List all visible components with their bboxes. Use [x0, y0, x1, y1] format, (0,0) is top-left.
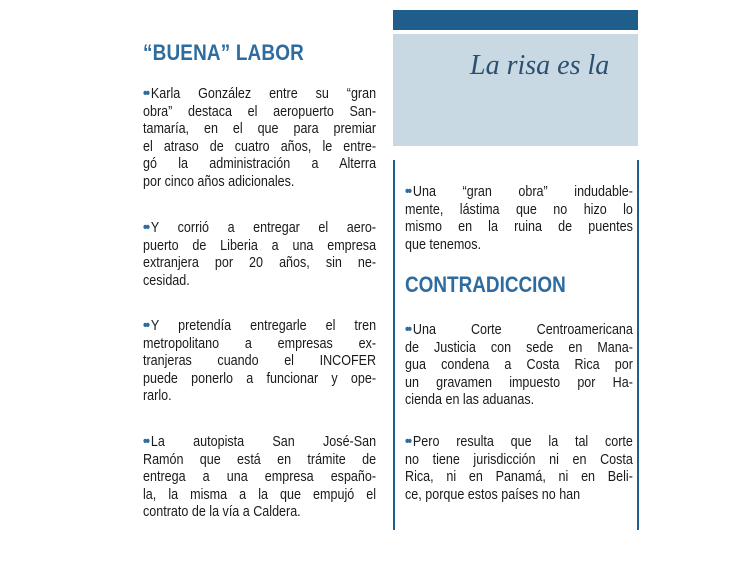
text-line: tamaría, en el que para premiar	[143, 121, 377, 138]
text-line: cienda en las aduanas.	[405, 392, 535, 409]
text-line: puede ponerlo a funcionar y ope-	[143, 370, 377, 387]
text-line: gua condena a Costa Rica por	[405, 357, 633, 374]
text-line: rarlo.	[143, 388, 172, 405]
text-line: tranjeras cuando el INCOFER	[143, 353, 377, 370]
text-line: ce, porque estos países no han	[405, 486, 581, 503]
right-tagline: La risa es la	[470, 50, 610, 81]
bullet-icon: ••	[405, 322, 411, 338]
bullet-icon: ••	[143, 86, 149, 102]
text-line: mente, lástima que no hizo lo	[405, 201, 633, 218]
text-line: gó la administración a Alterra	[143, 156, 377, 173]
right-paragraph-top	[405, 184, 633, 254]
left-heading: “BUENA” LABOR	[143, 40, 304, 65]
text-line: •• Una “gran obra” indudable-	[405, 184, 633, 200]
right-banner-box	[393, 22, 638, 146]
text-line: la, la misma a la que empujó el	[143, 486, 377, 503]
left-paragraph-1	[143, 86, 376, 192]
text-line: de Justicia con sede en Mana-	[405, 339, 633, 356]
text-line: contrato de la vía a Caldera.	[143, 504, 301, 521]
text-line: Ramón que está en trámite de	[143, 451, 377, 468]
text-line: •• Karla González entre su “gran	[143, 86, 377, 102]
text-line: que tenemos.	[405, 236, 482, 253]
bullet-icon: ••	[143, 318, 149, 334]
bullet-icon: ••	[143, 434, 149, 450]
text-line: el atraso de cuatro años, le entre-	[143, 138, 377, 155]
column-rule-left	[393, 160, 395, 530]
text-line: extranjera por 20 años, sin ne-	[143, 255, 377, 272]
bullet-icon: ••	[143, 220, 149, 236]
text-line: cesidad.	[143, 272, 190, 289]
text-line: puerto de Liberia a una empresa	[143, 237, 377, 254]
left-paragraph-4	[143, 434, 376, 522]
text-line: un gravamen impuesto por Ha-	[405, 374, 633, 391]
left-paragraph-2	[143, 220, 376, 290]
right-paragraph-1	[405, 322, 633, 410]
right-banner-strip	[393, 30, 638, 34]
text-line: por cinco años adicionales.	[143, 173, 295, 190]
text-line: •• Y pretendía entregarle el tren	[143, 318, 377, 334]
bullet-icon: ••	[405, 184, 411, 200]
text-line: obra” destaca el aeropuerto San-	[143, 103, 377, 120]
right-banner-topband	[393, 10, 638, 30]
text-line: •• Pero resulta que la tal corte	[405, 434, 633, 450]
text-line: •• Una Corte Centroamericana	[405, 322, 633, 338]
right-paragraph-2	[405, 434, 633, 504]
left-paragraph-3	[143, 318, 376, 406]
bullet-icon: ••	[405, 434, 411, 450]
text-line: mismo en la ruina de puentes	[405, 219, 633, 236]
column-rule-right	[637, 160, 639, 530]
text-line: Rica, ni en Panamá, ni en Beli-	[405, 469, 633, 486]
right-heading: CONTRADICCION	[405, 272, 566, 297]
text-line: no tiene jurisdicción ni en Costa	[405, 451, 633, 468]
text-line: metropolitano a empresas ex-	[143, 335, 377, 352]
text-line: •• La autopista San José-San	[143, 434, 377, 450]
text-line: entrega a una empresa españo-	[143, 469, 377, 486]
text-line: •• Y corrió a entregar el aero-	[143, 220, 377, 236]
